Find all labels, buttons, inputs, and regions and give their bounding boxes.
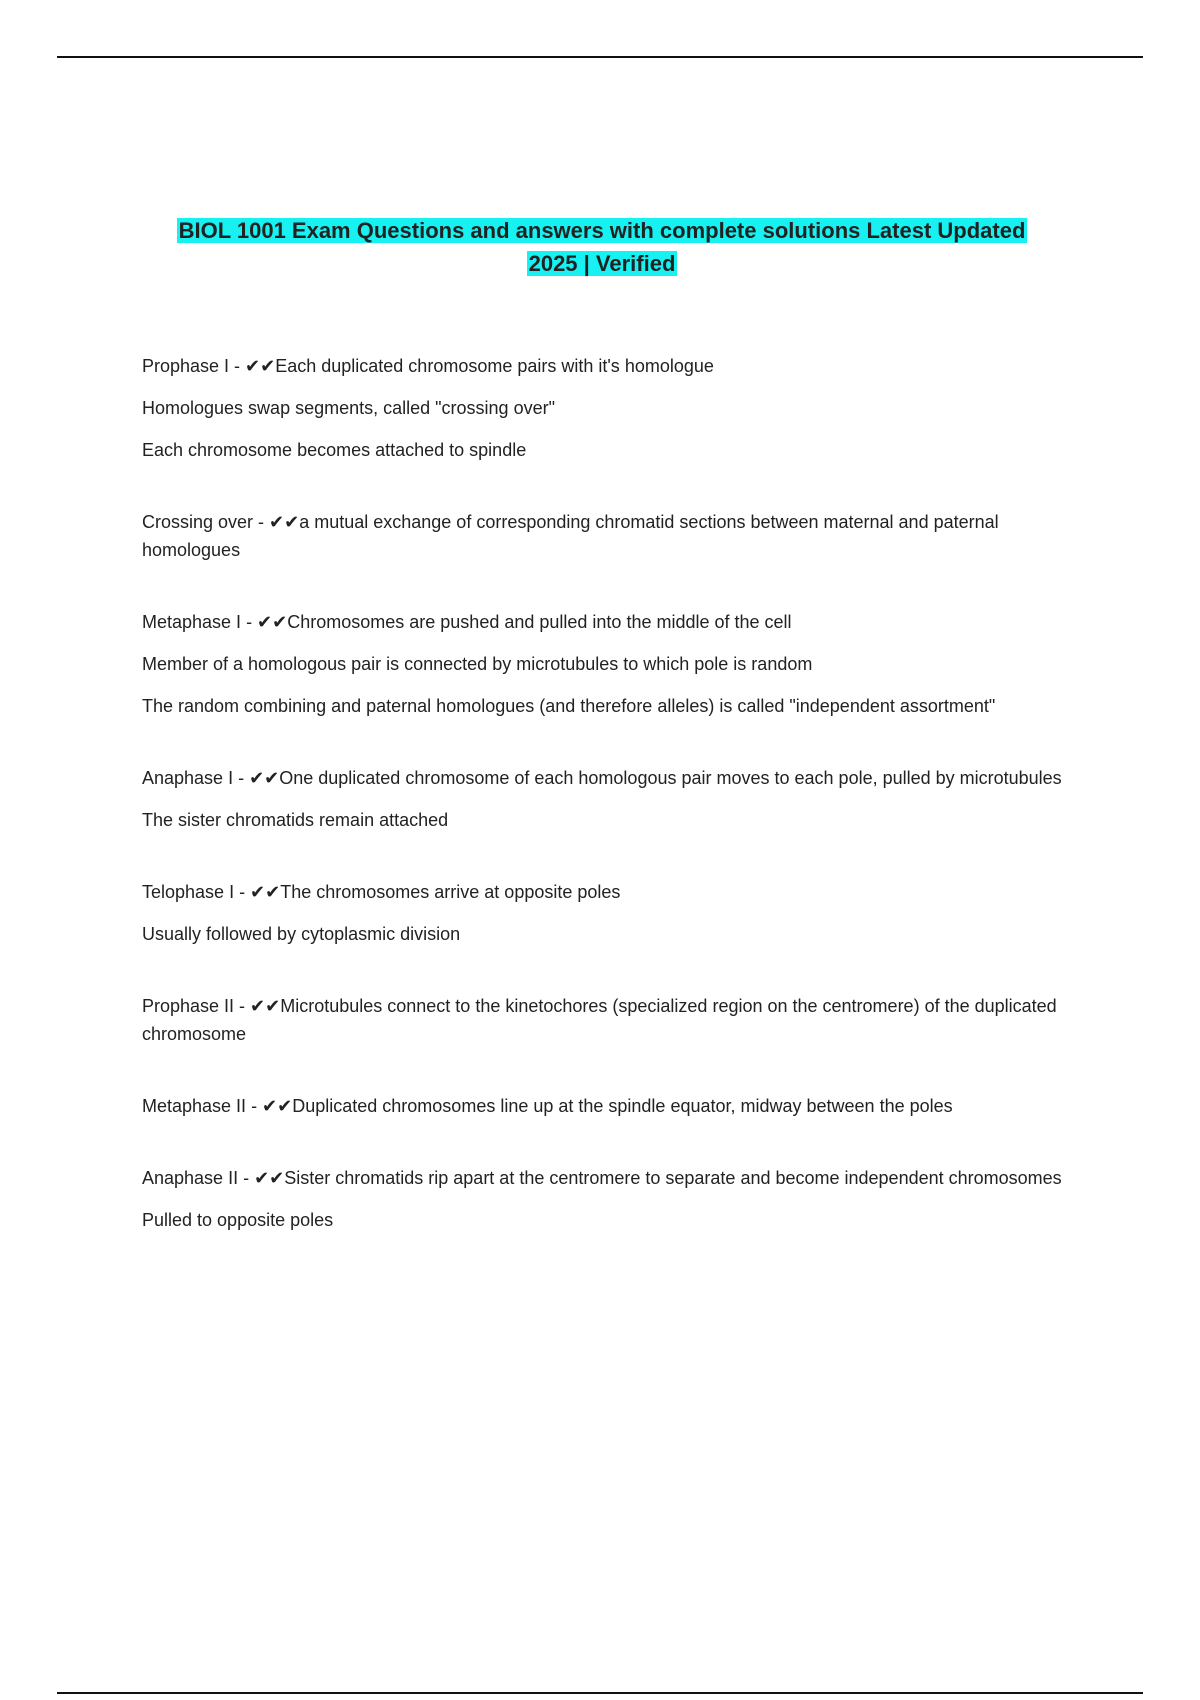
qa-term: Anaphase I - ✔✔ xyxy=(142,768,280,788)
header-rule xyxy=(57,56,1143,58)
qa-term: Telophase I - ✔✔ xyxy=(142,882,281,902)
qa-item xyxy=(142,352,1062,464)
qa-item xyxy=(142,1164,1062,1234)
qa-answer-line: Each chromosome becomes attached to spindle xyxy=(142,440,527,460)
qa-answer: Sister chromatids rip apart at the centromere to separate and become independent chromosomes xyxy=(284,1168,1062,1188)
qa-first-line xyxy=(142,878,1062,906)
qa-answer-line: The sister chromatids remain attached xyxy=(142,810,449,830)
qa-term: Crossing over - ✔✔ xyxy=(142,512,300,532)
qa-answer-line: Member of a homologous pair is connected by microtubules to which pole is random xyxy=(142,654,813,674)
footer-rule xyxy=(57,1692,1143,1694)
qa-term: Metaphase I - ✔✔ xyxy=(142,612,288,632)
qa-item xyxy=(142,878,1062,948)
qa-first-line xyxy=(142,608,1062,636)
qa-first-line xyxy=(142,992,1062,1048)
document-title xyxy=(142,214,1062,280)
qa-list xyxy=(142,352,1062,1234)
qa-item xyxy=(142,764,1062,834)
qa-answer: Microtubules connect to the kinetochores (specialized region on the centromere) of the duplicated chromosome xyxy=(142,996,1057,1044)
qa-answer: Duplicated chromosomes line up at the spindle equator, midway between the poles xyxy=(292,1096,953,1116)
qa-first-line xyxy=(142,352,1062,380)
qa-first-line xyxy=(142,1164,1062,1192)
qa-first-line xyxy=(142,1092,1062,1120)
qa-item xyxy=(142,508,1062,564)
qa-answer: Each duplicated chromosome pairs with it's homologue xyxy=(275,356,714,376)
qa-answer-line: Pulled to opposite poles xyxy=(142,1210,334,1230)
qa-term: Anaphase II - ✔✔ xyxy=(142,1168,285,1188)
qa-term: Prophase I - ✔✔ xyxy=(142,356,276,376)
qa-answer: One duplicated chromosome of each homologous pair moves to each pole, pulled by microtubules xyxy=(279,768,1062,788)
qa-answer: Chromosomes are pushed and pulled into the middle of the cell xyxy=(287,612,792,632)
qa-first-line xyxy=(142,764,1062,792)
qa-answer-line: Usually followed by cytoplasmic division xyxy=(142,924,461,944)
qa-first-line xyxy=(142,508,1062,564)
title-line-2: 2025 | Verified xyxy=(528,251,676,276)
title-line-1: BIOL 1001 Exam Questions and answers with complete solutions Latest Updated xyxy=(178,218,1026,243)
document-body xyxy=(142,214,1062,1278)
qa-answer-line: Homologues swap segments, called "crossing over" xyxy=(142,398,555,418)
qa-term: Metaphase II - ✔✔ xyxy=(142,1096,293,1116)
qa-answer: The chromosomes arrive at opposite poles xyxy=(280,882,621,902)
qa-answer-line: The random combining and paternal homologues (and therefore alleles) is called "independent assortment" xyxy=(142,696,996,716)
qa-term: Prophase II - ✔✔ xyxy=(142,996,281,1016)
qa-item xyxy=(142,608,1062,720)
qa-answer: a mutual exchange of corresponding chromatid sections between maternal and paternal homologues xyxy=(142,512,999,560)
qa-item xyxy=(142,992,1062,1048)
qa-item xyxy=(142,1092,1062,1120)
